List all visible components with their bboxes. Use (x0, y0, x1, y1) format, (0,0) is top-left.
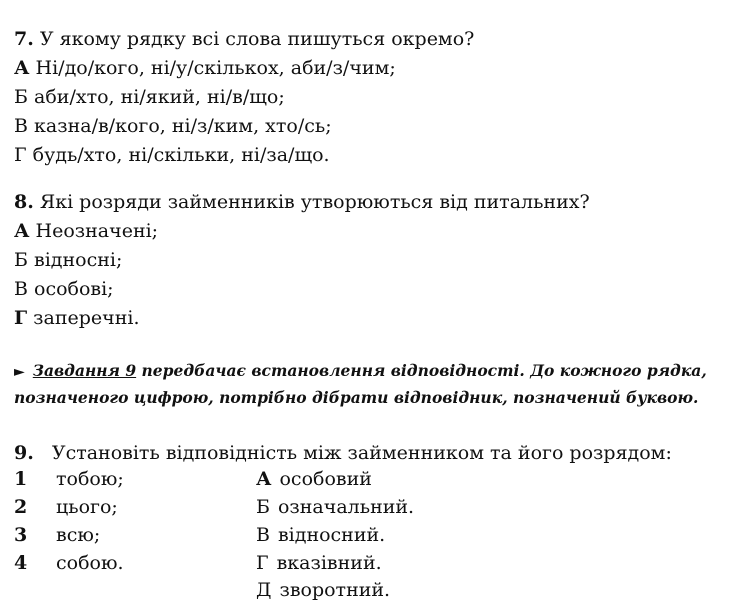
option-letter: А (14, 220, 30, 242)
match-answer-e (256, 578, 390, 602)
answer-letter: В (256, 524, 270, 546)
match-answer-c (256, 523, 385, 547)
option-letter: А (14, 57, 30, 79)
question-8-option-d (14, 306, 140, 330)
match-row-1 (14, 467, 729, 491)
option-text: будь/хто, ні/скільки, ні/за/що. (32, 144, 330, 166)
task-9-instructions-line-2 (14, 387, 698, 409)
option-text: аби/хто, ні/який, ні/в/що; (34, 86, 285, 108)
task-9-link: Завдання 9 (32, 361, 137, 380)
option-letter: Б (14, 86, 28, 108)
question-7-option-d (14, 143, 330, 167)
option-text: особові; (34, 278, 114, 300)
option-text: казна/в/кого, ні/з/ким, хто/сь; (34, 115, 332, 137)
question-8-text: Які розряди займенників утворюються від питальних? (39, 191, 590, 213)
task-9-instructions-rest: передбачає встановлення відповідності. До кожного рядка, (136, 361, 707, 380)
question-7-option-c (14, 114, 332, 138)
question-9-text: Установіть відповідність між займенником та його розрядом: (51, 442, 672, 464)
question-7-heading (14, 27, 474, 51)
question-7-number: 7. (14, 28, 34, 50)
option-letter: Г (14, 144, 27, 166)
option-text: Ні/до/кого, ні/у/скількох, аби/з/чим; (35, 57, 396, 79)
answer-letter: Д (256, 579, 272, 601)
answer-letter: Б (256, 496, 270, 518)
match-answer-a (256, 467, 372, 491)
match-number: 2 (14, 496, 28, 518)
answer-text: особовий (279, 468, 372, 490)
question-8-option-b (14, 248, 122, 272)
triangle-marker-icon: ► (14, 364, 25, 380)
question-7-text: У якому рядку всі слова пишуться окремо? (39, 28, 475, 50)
match-pronoun: собою. (56, 552, 124, 574)
match-row-3 (14, 523, 729, 547)
question-7-option-a (14, 56, 396, 80)
match-number: 4 (14, 552, 28, 574)
match-pronoun: всю; (56, 524, 101, 546)
option-letter: В (14, 278, 28, 300)
option-letter: Г (14, 307, 28, 329)
match-row-5 (14, 578, 729, 602)
match-number: 1 (14, 468, 28, 490)
option-letter: Б (14, 249, 28, 271)
match-row-2 (14, 495, 729, 519)
question-8-number: 8. (14, 191, 34, 213)
question-8-option-c (14, 277, 114, 301)
option-text: відносні; (34, 249, 123, 271)
option-text: Неозначені; (35, 220, 159, 242)
answer-text: вказівний. (276, 552, 382, 574)
question-9-heading (14, 441, 672, 465)
answer-text: відносний. (277, 524, 386, 546)
match-pronoun: цього; (56, 496, 118, 518)
match-number: 3 (14, 524, 28, 546)
question-9-number: 9. (14, 442, 34, 464)
option-letter: В (14, 115, 28, 137)
answer-letter: Г (256, 552, 269, 574)
question-8-option-a (14, 219, 158, 243)
match-row-4 (14, 551, 729, 575)
match-answer-d (256, 551, 382, 575)
test-page (14, 0, 729, 606)
answer-text: зворотний. (279, 579, 391, 601)
question-7-option-b (14, 85, 285, 109)
answer-text: означальний. (277, 496, 415, 518)
question-8-heading (14, 190, 590, 214)
task-9-instructions-line-1 (14, 360, 707, 383)
answer-letter: А (256, 468, 272, 490)
match-pronoun: тобою; (56, 468, 124, 490)
match-answer-b (256, 495, 414, 519)
task-9-instructions-text: позначеного цифрою, потрібно дібрати відповідник, позначений буквою. (14, 388, 699, 407)
option-text: заперечні. (33, 307, 140, 329)
